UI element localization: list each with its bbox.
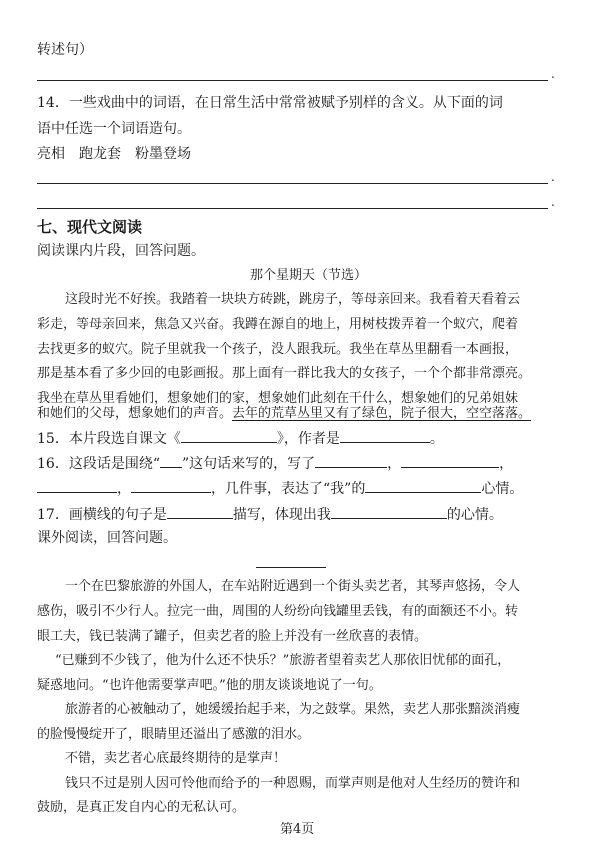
q16-text-c: ，	[387, 456, 402, 472]
q17-text-a: 17．画横线的句子是	[37, 507, 167, 523]
intro-extra: 课外阅读，回答问题。	[37, 530, 177, 546]
passage2-line: 鼓励，是真正发自内心的无私认可。	[37, 800, 246, 815]
passage2-line: 不错，卖艺者心底最终期待的是掌声！	[65, 751, 287, 766]
q16-text-b: ”这句话来写的，写了	[181, 456, 316, 472]
q15-text-b: 》，作者是	[276, 431, 340, 447]
q14-words: 亮相 跑龙套 粉墨登场	[37, 146, 191, 162]
q15-blank-author[interactable]	[340, 429, 430, 443]
q15-text-a: 15．本片段选自课文《	[37, 431, 181, 447]
line-end-dot: .	[551, 170, 555, 184]
q16-line1	[37, 454, 513, 472]
passage2-line: 眼工夫，钱已装满了罐子，但卖艺者的脸上并没有一丝欣喜的表情。	[37, 629, 428, 644]
q16-text-f: 心情。	[481, 481, 524, 497]
q16-text-a: 16．这段话是围绕“	[37, 456, 160, 472]
passage2-line: 钱只不过是别人因可怜他而给予的一种恩赐，而掌声则是他对人生经历的赞许和	[65, 776, 521, 791]
q17	[37, 505, 503, 523]
passage1-title: 那个星期天（节选）	[250, 268, 368, 283]
q16-blank-event4[interactable]	[131, 479, 211, 493]
q16-blank-event2[interactable]	[401, 454, 499, 468]
line-end-dot: .	[551, 195, 555, 209]
page-number: 第4页	[280, 822, 315, 837]
q16-text-d: ，	[117, 481, 131, 497]
passage1-line: 我坐在草丛里看她们，想象她们的家，想象她们此刻在干什么，想象她们的兄弟姐妹	[37, 391, 519, 406]
q16-text-e: ，几件事，表达了“我”的	[211, 481, 366, 497]
answer-line-q14a[interactable]	[37, 183, 548, 184]
passage1-line: 去找更多的蚁穴。院子里就我一个孩子，没人跟我玩。我坐在草丛里翻看一本画报，	[37, 342, 519, 357]
q16-blank-event3[interactable]	[37, 479, 117, 493]
passage1-text: 和她们的父母，想象她们的声音。	[37, 406, 233, 421]
q17-blank-feeling[interactable]	[331, 505, 447, 519]
q17-blank-description[interactable]	[167, 505, 233, 519]
q17-text-c: 的心情。	[446, 507, 503, 523]
q16-line2	[37, 479, 523, 497]
q15-blank-lesson[interactable]	[181, 429, 277, 443]
q15-text-c: 。	[429, 431, 444, 447]
q16-blank-event1[interactable]	[315, 454, 387, 468]
q16-blank-sentence[interactable]	[160, 454, 182, 468]
q16-text-d: ，	[499, 456, 514, 472]
passage2-line: 的脸慢慢绽开了，眼睛里还溢出了感激的泪水。	[37, 727, 311, 742]
q14-line1: 14．一些戏曲中的词语，在日常生活中常常被赋予别样的含义。从下面的词	[37, 95, 503, 111]
passage2-line: “已赚到不少钱了，他为什么还不快乐？”旅游者望着卖艺人那依旧忧郁的面孔，	[55, 653, 511, 668]
section-heading: 七、现代文阅读	[37, 218, 143, 236]
q13-tail: 转述句）	[37, 42, 93, 58]
passage2-line: 一个在巴黎旅游的外国人，在车站附近遇到一个街头卖艺者，其琴声悠扬，令人	[65, 579, 521, 594]
underlined-sentence: 去年的荒草丛里又有了绿色，院子很大，空空落落。	[232, 406, 532, 421]
answer-line-q14b[interactable]	[37, 208, 548, 209]
q14-line2: 语中任选一个词语造句。	[37, 121, 191, 137]
answer-line-q13[interactable]	[37, 80, 548, 81]
passage1-line: 那是基本看了多少回的电影画报。那上面有一群比我大的女孩子，一个个都非常漂亮。	[37, 366, 532, 381]
passage2-line: 感伤，吸引不少行人。拉完一曲，周围的人纷纷向钱罐里丢钱，有的面额还不小。转	[37, 604, 519, 619]
q15	[37, 429, 444, 447]
passage1-line: 这段时光不好挨。我踏着一块块方砖跳，跳房子，等母亲回来。我看着天看着云	[65, 292, 521, 307]
title-blank-line[interactable]	[256, 567, 326, 568]
passage1-line: 彩走，等母亲回来，焦急又兴奋。我蹲在源自的地上，用树枝拨弄着一个蚁穴，爬着	[37, 317, 519, 332]
q16-blank-feeling[interactable]	[365, 479, 481, 493]
passage2-line: 旅游者的心被触动了，她缓缓抬起手来，为之鼓掌。果然，卖艺人那张黯淡消瘦	[65, 702, 521, 717]
q17-text-b: 描写，体现出我	[232, 507, 331, 523]
line-end-dot: .	[551, 67, 555, 81]
passage1-line-last	[37, 406, 531, 422]
passage2-line: 疑惑地问。“也许他需要掌声吧。”他的朋友谈谈地说了一句。	[37, 678, 382, 693]
intro-in-class: 阅读课内片段，回答问题。	[37, 243, 205, 259]
